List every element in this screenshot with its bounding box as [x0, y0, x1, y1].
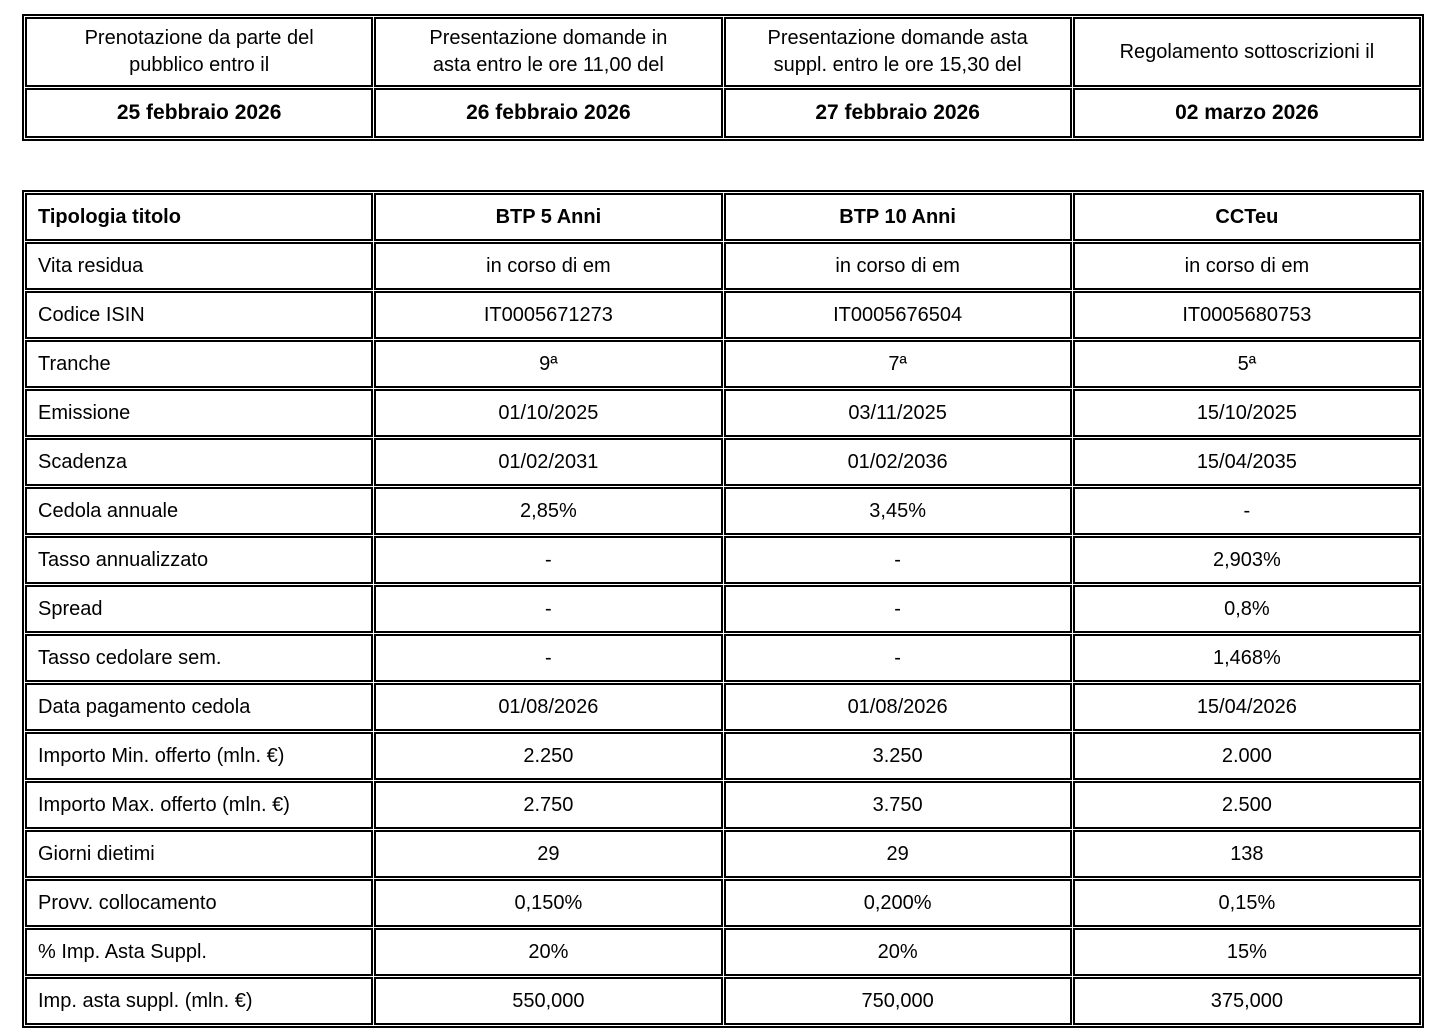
- cell-value: 2,903%: [1073, 536, 1421, 584]
- cell-value: 15/04/2026: [1073, 683, 1421, 731]
- table-row-data-pagamento-cedola: [25, 683, 1421, 731]
- bond-header-row: [25, 193, 1421, 241]
- cell-value: 2.250: [374, 732, 722, 780]
- cell-value: 138: [1073, 830, 1421, 878]
- cell-value: in corso di em: [724, 242, 1072, 290]
- table-row-tranche: [25, 340, 1421, 388]
- row-label: Spread: [25, 585, 373, 633]
- row-label: Imp. asta suppl. (mln. €): [25, 977, 373, 1025]
- table-row-giorni-dietimi: [25, 830, 1421, 878]
- cell-value: 3,45%: [724, 487, 1072, 535]
- table-row-imp-asta-suppl: [25, 977, 1421, 1025]
- row-label: Tasso cedolare sem.: [25, 634, 373, 682]
- cell-value: 29: [374, 830, 722, 878]
- row-label: Emissione: [25, 389, 373, 437]
- schedule-header-prenotazione: Prenotazione da parte del pubblico entro il: [25, 17, 373, 87]
- cell-value: 01/02/2031: [374, 438, 722, 486]
- table-row-provv-collocamento: [25, 879, 1421, 927]
- cell-value: 3.250: [724, 732, 1072, 780]
- row-label: Tranche: [25, 340, 373, 388]
- cell-value: -: [1073, 487, 1421, 535]
- cell-value: 03/11/2025: [724, 389, 1072, 437]
- schedule-date-regolamento: 02 marzo 2026: [1073, 88, 1421, 138]
- table-row-cedola-annuale: [25, 487, 1421, 535]
- table-row-perc-imp-asta-suppl: [25, 928, 1421, 976]
- cell-value: 2.000: [1073, 732, 1421, 780]
- cell-value: 1,468%: [1073, 634, 1421, 682]
- cell-value: 550,000: [374, 977, 722, 1025]
- row-label: Provv. collocamento: [25, 879, 373, 927]
- cell-value: 0,8%: [1073, 585, 1421, 633]
- cell-value: 2.500: [1073, 781, 1421, 829]
- auction-schedule-table: [22, 14, 1424, 141]
- cell-value: -: [724, 585, 1072, 633]
- cell-value: IT0005671273: [374, 291, 722, 339]
- row-label: Importo Max. offerto (mln. €): [25, 781, 373, 829]
- table-row-codice-isin: [25, 291, 1421, 339]
- cell-value: 01/10/2025: [374, 389, 722, 437]
- cell-value: 20%: [374, 928, 722, 976]
- cell-value: 15%: [1073, 928, 1421, 976]
- cell-value: IT0005676504: [724, 291, 1072, 339]
- row-label: % Imp. Asta Suppl.: [25, 928, 373, 976]
- cell-value: 0,150%: [374, 879, 722, 927]
- cell-value: 2.750: [374, 781, 722, 829]
- schedule-header-asta: Presentazione domande in asta entro le ore 11,00 del: [374, 17, 722, 87]
- bond-column-ccteu: CCTeu: [1073, 193, 1421, 241]
- cell-value: 29: [724, 830, 1072, 878]
- row-label-tipologia-titolo: Tipologia titolo: [25, 193, 373, 241]
- cell-value: 0,200%: [724, 879, 1072, 927]
- cell-value: 375,000: [1073, 977, 1421, 1025]
- table-row-scadenza: [25, 438, 1421, 486]
- cell-value: 20%: [724, 928, 1072, 976]
- cell-value: 7ª: [724, 340, 1072, 388]
- schedule-date-asta-suppl: 27 febbraio 2026: [724, 88, 1072, 138]
- bond-details-table: [22, 190, 1424, 1028]
- row-label: Giorni dietimi: [25, 830, 373, 878]
- schedule-header-regolamento: Regolamento sottoscrizioni il: [1073, 17, 1421, 87]
- cell-value: -: [374, 585, 722, 633]
- schedule-date-asta: 26 febbraio 2026: [374, 88, 722, 138]
- row-label: Scadenza: [25, 438, 373, 486]
- table-row-emissione: [25, 389, 1421, 437]
- row-label: Cedola annuale: [25, 487, 373, 535]
- cell-value: -: [374, 634, 722, 682]
- cell-value: 15/04/2035: [1073, 438, 1421, 486]
- schedule-date-row: [25, 88, 1421, 138]
- schedule-date-prenotazione: 25 febbraio 2026: [25, 88, 373, 138]
- cell-value: -: [724, 536, 1072, 584]
- cell-value: in corso di em: [1073, 242, 1421, 290]
- cell-value: 5ª: [1073, 340, 1421, 388]
- cell-value: 2,85%: [374, 487, 722, 535]
- cell-value: 01/02/2036: [724, 438, 1072, 486]
- table-row-importo-max-offerto: [25, 781, 1421, 829]
- cell-value: 01/08/2026: [724, 683, 1072, 731]
- table-row-spread: [25, 585, 1421, 633]
- table-row-tasso-annualizzato: [25, 536, 1421, 584]
- table-row-tasso-cedolare-sem: [25, 634, 1421, 682]
- cell-value: 01/08/2026: [374, 683, 722, 731]
- cell-value: 9ª: [374, 340, 722, 388]
- bond-column-btp5: BTP 5 Anni: [374, 193, 722, 241]
- cell-value: in corso di em: [374, 242, 722, 290]
- cell-value: -: [724, 634, 1072, 682]
- schedule-header-row: [25, 17, 1421, 87]
- cell-value: IT0005680753: [1073, 291, 1421, 339]
- cell-value: 15/10/2025: [1073, 389, 1421, 437]
- table-row-importo-min-offerto: [25, 732, 1421, 780]
- table-row-vita-residua: [25, 242, 1421, 290]
- schedule-header-asta-suppl: Presentazione domande asta suppl. entro le ore 15,30 del: [724, 17, 1072, 87]
- row-label: Tasso annualizzato: [25, 536, 373, 584]
- cell-value: 0,15%: [1073, 879, 1421, 927]
- cell-value: -: [374, 536, 722, 584]
- row-label: Vita residua: [25, 242, 373, 290]
- bond-column-btp10: BTP 10 Anni: [724, 193, 1072, 241]
- cell-value: 750,000: [724, 977, 1072, 1025]
- cell-value: 3.750: [724, 781, 1072, 829]
- row-label: Importo Min. offerto (mln. €): [25, 732, 373, 780]
- row-label: Codice ISIN: [25, 291, 373, 339]
- row-label: Data pagamento cedola: [25, 683, 373, 731]
